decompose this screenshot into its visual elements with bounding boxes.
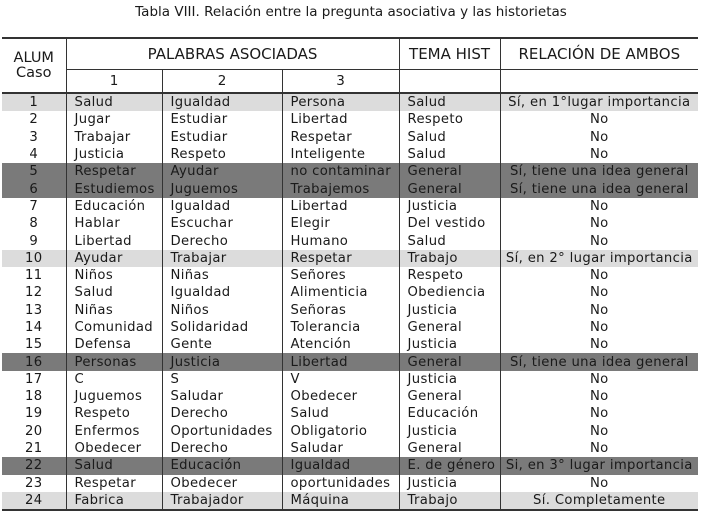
cell-word-3: no contaminar <box>282 163 399 180</box>
cell-relacion: No <box>500 284 698 301</box>
cell-tema: Salud <box>399 93 500 111</box>
cell-word-2: Saludar <box>162 388 282 405</box>
cell-tema: General <box>399 180 500 197</box>
cell-word-3: Máquina <box>282 492 399 510</box>
cell-relacion: No <box>500 111 698 128</box>
cell-relacion: No <box>500 440 698 457</box>
table-row <box>2 146 698 163</box>
cell-relacion: Sí, en 1°lugar importancia <box>500 93 698 111</box>
cell-word-3: Respetar <box>282 250 399 267</box>
cell-case-number: 2 <box>29 112 39 128</box>
table-row <box>2 284 698 301</box>
cell-word-2: Gente <box>162 336 282 353</box>
cell-relacion: Sí. Completamente <box>500 492 698 510</box>
table-row <box>2 215 698 232</box>
cell-tema: General <box>399 163 500 180</box>
cell-word-3: Trabajemos <box>282 180 399 197</box>
cell-relacion: No <box>500 198 698 215</box>
cell-word-1: Enfermos <box>66 423 162 440</box>
cell-word-3: Inteligente <box>282 146 399 163</box>
cell-case-number: 20 <box>25 423 43 439</box>
header-palabras-asociadas: PALABRAS ASOCIADAS <box>66 38 399 70</box>
cell-word-1: Educación <box>66 198 162 215</box>
cell-word-3: Libertad <box>282 111 399 128</box>
cell-relacion: No <box>500 146 698 163</box>
cell-word-1: Obedecer <box>66 440 162 457</box>
cell-relacion: Si, en 3° lugar importancia <box>500 457 698 474</box>
cell-word-3: Libertad <box>282 353 399 370</box>
header-sub-2: 2 <box>162 70 282 94</box>
cell-relacion: No <box>500 302 698 319</box>
table-row <box>2 232 698 249</box>
cell-case-number: 12 <box>25 285 43 301</box>
table-row <box>2 302 698 319</box>
cell-word-1: Justicia <box>66 146 162 163</box>
cell-word-3: Igualdad <box>282 457 399 474</box>
cell-word-3: Respetar <box>282 129 399 146</box>
cell-case-number: 19 <box>25 406 43 422</box>
cell-word-3: Libertad <box>282 198 399 215</box>
cell-case-number: 21 <box>25 441 43 457</box>
cell-case-number: 16 <box>2 353 66 370</box>
cell-case-number: 4 <box>29 147 39 163</box>
cell-word-3: Saludar <box>282 440 399 457</box>
association-table <box>2 37 698 511</box>
cell-word-2: Igualdad <box>162 93 282 111</box>
cell-case-number: 14 <box>25 320 43 335</box>
cell-word-3: Tolerancia <box>282 319 399 336</box>
cell-word-3: Persona <box>282 93 399 111</box>
cell-word-2: Derecho <box>162 440 282 457</box>
cell-relacion: No <box>500 423 698 440</box>
cell-word-1: Hablar <box>66 215 162 232</box>
cell-word-2: Igualdad <box>162 284 282 301</box>
cell-tema: Salud <box>399 146 500 163</box>
cell-word-3: Alimenticia <box>282 284 399 301</box>
cell-tema: Justicia <box>399 475 500 492</box>
table-row <box>2 388 698 405</box>
cell-tema: General <box>399 388 500 405</box>
cell-relacion: No <box>500 388 698 405</box>
cell-word-2: S <box>162 371 282 388</box>
cell-relacion: No <box>500 405 698 422</box>
table-row <box>2 319 698 336</box>
header-relacion-blank <box>500 70 698 94</box>
header-caso: Caso <box>16 64 52 81</box>
cell-case-number: 23 <box>25 475 43 491</box>
cell-word-3: Obedecer <box>282 388 399 405</box>
cell-word-2: Trabajar <box>162 250 282 267</box>
cell-word-3: Elegir <box>282 215 399 232</box>
cell-relacion: No <box>500 129 698 146</box>
cell-case-number: 8 <box>29 216 39 232</box>
cell-case-number: 17 <box>25 371 43 387</box>
cell-word-2: Igualdad <box>162 198 282 215</box>
cell-word-1: Comunidad <box>66 319 162 336</box>
table-row <box>2 180 698 197</box>
cell-word-2: Obedecer <box>162 475 282 492</box>
table-row <box>2 457 698 474</box>
cell-word-1: Respeto <box>66 405 162 422</box>
cell-case-number: 3 <box>29 129 39 145</box>
cell-word-1: Respetar <box>66 163 162 180</box>
cell-tema: Del vestido <box>399 215 500 232</box>
cell-case-number: 11 <box>25 268 43 284</box>
cell-word-2: Trabajador <box>162 492 282 510</box>
cell-word-1: Libertad <box>66 232 162 249</box>
table-row <box>2 198 698 215</box>
cell-case-number: 7 <box>29 198 39 214</box>
cell-case-number: 24 <box>2 492 66 510</box>
cell-word-1: Juguemos <box>66 388 162 405</box>
cell-word-3: V <box>282 371 399 388</box>
cell-word-2: Escuchar <box>162 215 282 232</box>
cell-tema: Educación <box>399 405 500 422</box>
table-row <box>2 111 698 128</box>
cell-word-2: Oportunidades <box>162 423 282 440</box>
table-row <box>2 163 698 180</box>
header-sub-1: 1 <box>66 70 162 94</box>
cell-word-3: oportunidades <box>282 475 399 492</box>
cell-tema: Trabajo <box>399 250 500 267</box>
cell-word-2: Respeto <box>162 146 282 163</box>
table-row <box>2 405 698 422</box>
cell-word-1: Salud <box>66 93 162 111</box>
cell-tema: General <box>399 353 500 370</box>
cell-word-1: Niñas <box>66 302 162 319</box>
cell-word-1: Respetar <box>66 475 162 492</box>
cell-relacion: No <box>500 319 698 336</box>
cell-relacion: No <box>500 267 698 284</box>
cell-word-2: Justicia <box>162 353 282 370</box>
cell-case-number: 10 <box>2 250 66 267</box>
table-body <box>2 93 698 510</box>
cell-case-number: 15 <box>25 337 43 353</box>
cell-word-2: Juguemos <box>162 180 282 197</box>
cell-case-number: 5 <box>2 163 66 180</box>
cell-word-3: Señores <box>282 267 399 284</box>
header-sub-3: 3 <box>282 70 399 94</box>
cell-word-3: Obligatorio <box>282 423 399 440</box>
cell-relacion: Sí, tiene una idea general <box>500 353 698 370</box>
table-row <box>2 129 698 146</box>
table-row <box>2 423 698 440</box>
cell-word-3: Salud <box>282 405 399 422</box>
cell-case-number: 9 <box>29 233 39 249</box>
cell-tema: General <box>399 440 500 457</box>
table-row <box>2 267 698 284</box>
cell-tema: Obediencia <box>399 284 500 301</box>
table-row <box>2 475 698 492</box>
cell-word-3: Señoras <box>282 302 399 319</box>
cell-relacion: No <box>500 336 698 353</box>
table-row <box>2 440 698 457</box>
cell-tema: E. de género <box>399 457 500 474</box>
cell-word-2: Derecho <box>162 405 282 422</box>
cell-word-1: Estudiemos <box>66 180 162 197</box>
cell-word-1: Salud <box>66 284 162 301</box>
cell-tema: Salud <box>399 129 500 146</box>
cell-word-2: Estudiar <box>162 129 282 146</box>
cell-relacion: No <box>500 371 698 388</box>
cell-word-1: Trabajar <box>66 129 162 146</box>
cell-word-1: C <box>66 371 162 388</box>
header-alum-caso <box>2 38 66 93</box>
cell-tema: Respeto <box>399 111 500 128</box>
cell-tema: Salud <box>399 232 500 249</box>
cell-word-3: Humano <box>282 232 399 249</box>
cell-word-3: Atención <box>282 336 399 353</box>
cell-word-1: Salud <box>66 457 162 474</box>
cell-word-2: Niñas <box>162 267 282 284</box>
cell-word-2: Niños <box>162 302 282 319</box>
cell-word-1: Personas <box>66 353 162 370</box>
cell-tema: Trabajo <box>399 492 500 510</box>
table-caption: Tabla VIII. Relación entre la pregunta asociativa y las historietas <box>135 4 567 20</box>
cell-word-2: Solidaridad <box>162 319 282 336</box>
cell-word-2: Ayudar <box>162 163 282 180</box>
cell-relacion: Sí, en 2° lugar importancia <box>500 250 698 267</box>
header-alum: ALUM <box>13 49 54 66</box>
header-relacion: RELACIÓN DE AMBOS <box>500 38 698 70</box>
cell-tema: Justicia <box>399 302 500 319</box>
cell-word-2: Estudiar <box>162 111 282 128</box>
table-row <box>2 336 698 353</box>
cell-case-number: 22 <box>2 457 66 474</box>
cell-relacion: Sí, tiene una idea general <box>500 180 698 197</box>
table-row <box>2 250 698 267</box>
cell-tema: Justicia <box>399 423 500 440</box>
cell-relacion: No <box>500 475 698 492</box>
cell-word-2: Derecho <box>162 232 282 249</box>
cell-tema: Respeto <box>399 267 500 284</box>
cell-case-number: 1 <box>2 93 66 111</box>
table-row <box>2 93 698 111</box>
cell-word-2: Educación <box>162 457 282 474</box>
cell-word-1: Niños <box>66 267 162 284</box>
cell-tema: Justicia <box>399 336 500 353</box>
cell-case-number: 18 <box>25 389 43 405</box>
cell-tema: Justicia <box>399 371 500 388</box>
cell-case-number: 6 <box>2 180 66 197</box>
cell-tema: General <box>399 319 500 336</box>
cell-case-number: 13 <box>25 302 43 318</box>
cell-word-1: Ayudar <box>66 250 162 267</box>
table-row <box>2 371 698 388</box>
header-tema-hist: TEMA HIST <box>399 38 500 70</box>
cell-relacion: Sí, tiene una idea general <box>500 163 698 180</box>
table-row <box>2 492 698 510</box>
table-row <box>2 353 698 370</box>
cell-tema: Justicia <box>399 198 500 215</box>
cell-word-1: Fabrica <box>66 492 162 510</box>
cell-word-1: Defensa <box>66 336 162 353</box>
cell-relacion: No <box>500 232 698 249</box>
header-tema-blank <box>399 70 500 94</box>
cell-word-1: Jugar <box>66 111 162 128</box>
cell-relacion: No <box>500 215 698 232</box>
